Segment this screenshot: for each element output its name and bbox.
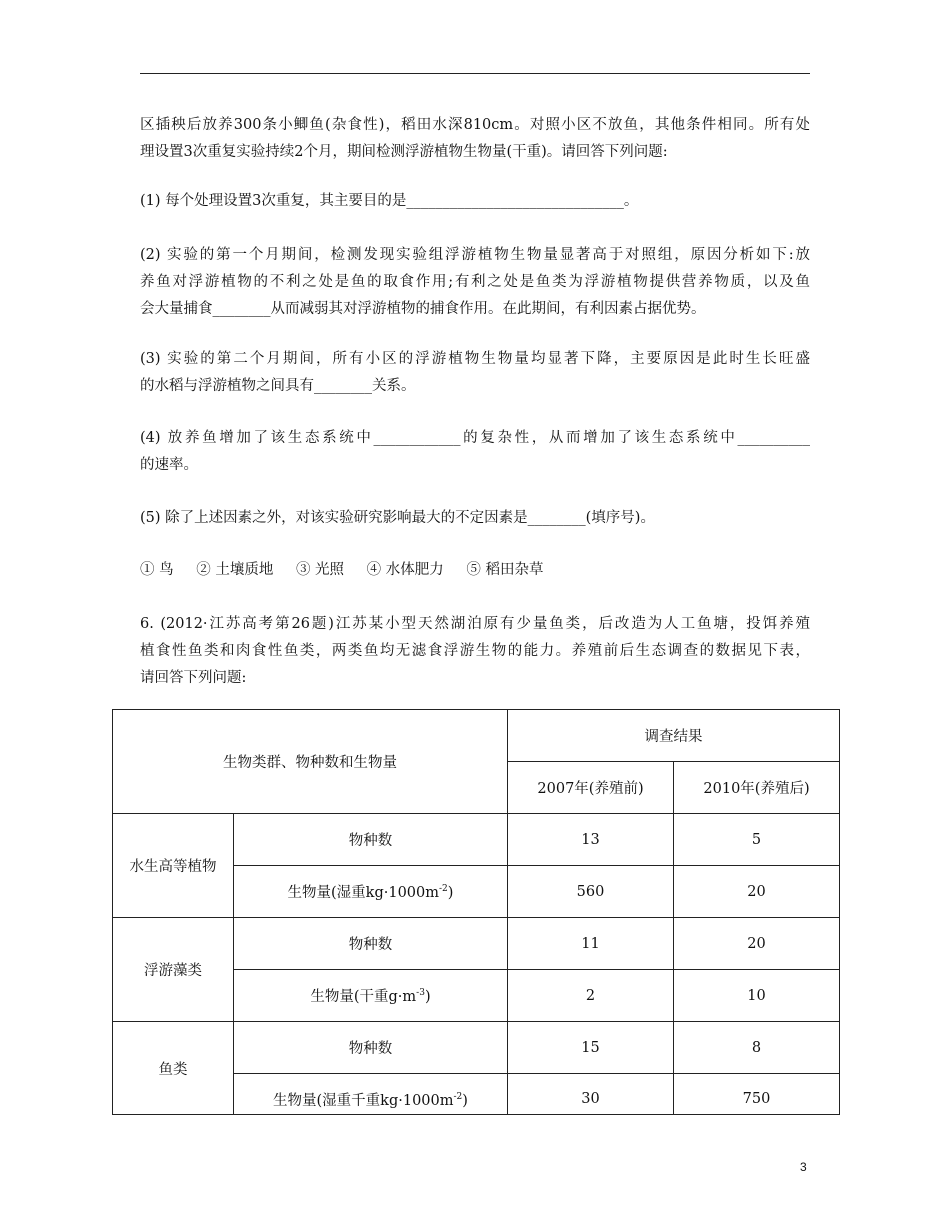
metric-cell: 生物量(湿重千重$kg\cdot 1000m^{-2}$) (234, 1074, 508, 1115)
question-2-line-1: (2) 实验的第一个月期间，检测发现实验组浮游植物生物量显著高于对照组，原因分析如下:放 (140, 247, 810, 263)
metric-cell: 生物量(干重$g\cdot m^{-3}$) (234, 970, 508, 1022)
survey-data-table (112, 709, 840, 1115)
option-5: ⑤ 稻田杂草 (466, 562, 544, 578)
option-1: ① 鸟 (140, 562, 174, 578)
value-2010: 20 (674, 866, 840, 918)
options-list (140, 557, 810, 584)
table-row (113, 918, 840, 970)
value-2010: 5 (674, 814, 840, 866)
question-6-line-3: 请回答下列问题: (140, 670, 247, 686)
value-2010: 10 (674, 970, 840, 1022)
question-3-line-2: 的水稻与浮游植物之间具有________关系。 (140, 378, 416, 394)
metric-cell: 物种数 (234, 814, 508, 866)
metric-cell: 物种数 (234, 918, 508, 970)
value-2010: 8 (674, 1022, 840, 1074)
table-header-left: 生物类群、物种数和生物量 (113, 710, 508, 814)
question-5-text: (5) 除了上述因素之外，对该实验研究影响最大的不定因素是________(填序号)。 (140, 510, 655, 526)
table-row (113, 814, 840, 866)
question-2 (140, 242, 810, 323)
question-3 (140, 346, 810, 400)
option-2: ② 土壤质地 (196, 562, 274, 578)
question-2-line-3: 会大量捕食________从而减弱其对浮游植物的捕食作用。在此期间，有利因素占据优势。 (140, 301, 706, 317)
question-6 (140, 611, 810, 692)
table-header-result: 调查结果 (508, 710, 840, 762)
option-4: ④ 水体肥力 (366, 562, 444, 578)
question-4-line-2: 的速率。 (140, 457, 198, 473)
value-2010: 750 (674, 1074, 840, 1115)
value-2007: 13 (508, 814, 674, 866)
value-2007: 30 (508, 1074, 674, 1115)
question-4-line-1: (4) 放养鱼增加了该生态系统中____________的复杂性，从而增加了该生态系统中__________ (140, 430, 810, 446)
intro-paragraph (140, 112, 810, 166)
page-number: 3 (800, 1160, 807, 1174)
value-2007: 15 (508, 1022, 674, 1074)
header-rule (140, 73, 810, 74)
table-header-2007: 2007年(养殖前) (508, 762, 674, 814)
question-5 (140, 505, 810, 532)
question-2-line-2: 养鱼对浮游植物的不利之处是鱼的取食作用;有利之处是鱼类为浮游植物提供营养物质，以及鱼 (140, 274, 810, 290)
question-4 (140, 425, 810, 479)
group-name: 鱼类 (113, 1022, 234, 1115)
table-header-row (113, 710, 840, 762)
question-3-line-1: (3) 实验的第二个月期间，所有小区的浮游植物生物量均显著下降，主要原因是此时生长旺盛 (140, 351, 810, 367)
question-1-text: (1) 每个处理设置3次重复，其主要目的是______________________________。 (140, 193, 639, 209)
table-row (113, 1022, 840, 1074)
metric-cell: 物种数 (234, 1022, 508, 1074)
value-2010: 20 (674, 918, 840, 970)
intro-line-2: 理设置3次重复实验持续2个月，期间检测浮游植物生物量(干重)。请回答下列问题: (140, 144, 668, 160)
value-2007: 11 (508, 918, 674, 970)
intro-line-1: 区插秧后放养300条小鲫鱼(杂食性)，稻田水深810cm。对照小区不放鱼，其他条件相同。所有处 (140, 117, 810, 133)
group-name: 浮游藻类 (113, 918, 234, 1022)
option-3: ③ 光照 (295, 562, 345, 578)
question-6-line-2: 植食性鱼类和肉食性鱼类，两类鱼均无滤食浮游生物的能力。养殖前后生态调查的数据见下表， (140, 643, 810, 659)
question-1 (140, 188, 810, 215)
group-name: 水生高等植物 (113, 814, 234, 918)
value-2007: 560 (508, 866, 674, 918)
metric-cell: 生物量(湿重$kg\cdot 1000m^{-2}$) (234, 866, 508, 918)
table-header-2010: 2010年(养殖后) (674, 762, 840, 814)
value-2007: 2 (508, 970, 674, 1022)
question-6-line-1: 6. (2012·江苏高考第26题)江苏某小型天然湖泊原有少量鱼类，后改造为人工鱼塘，投饵养殖 (140, 616, 810, 632)
